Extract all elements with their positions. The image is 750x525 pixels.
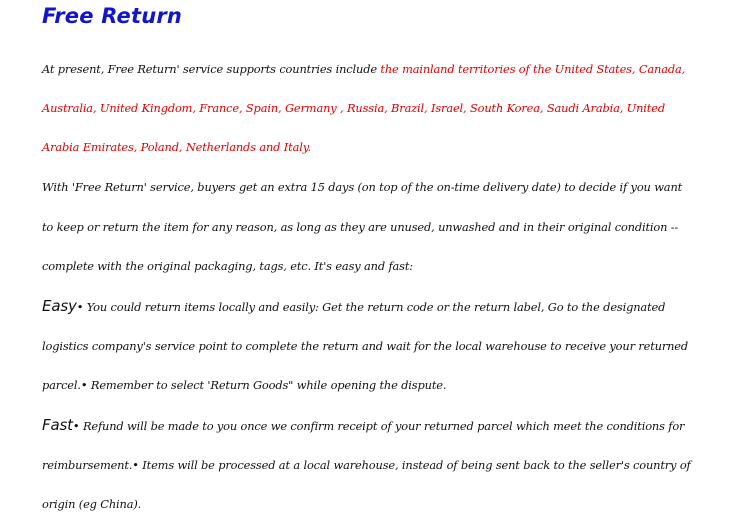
fast-line-2: reimbursement.• Items will be processed at a local warehouse, instead of being sent back to the seller's country of [42,458,691,472]
page-title: Free Return [42,4,183,28]
intro-text: At present, Free Return' service supports countries include [42,62,381,76]
fast-text-1: • Refund will be made to you once we confirm receipt of your returned parcel which meet the conditions for [72,419,685,433]
easy-line-2: logistics company's service point to complete the return and wait for the local warehouse to receive your returned [42,339,689,353]
easy-text-1: • You could return items locally and easily: Get the return code or the return label, Go to the designated [76,300,666,314]
fast-line-1 [42,415,742,436]
countries-text-1: the mainland territories of the United States, Canada, [380,62,686,76]
easy-line-3: parcel.• Remember to select 'Return Goods" while opening the dispute. [42,378,447,392]
easy-line-1 [42,296,742,317]
easy-label: Easy [42,297,77,315]
intro-line-1 [42,59,742,79]
service-line-2: to keep or return the item for any reason, as long as they are unused, unwashed and in their original condition -- [42,220,679,234]
countries-text-3: Arabia Emirates, Poland, Netherlands and Italy. [42,140,311,154]
fast-line-3: origin (eg China). [42,497,142,511]
fast-label: Fast [42,416,73,434]
service-line-3: complete with the original packaging, tags, etc. It's easy and fast: [42,259,413,273]
service-line-1: With 'Free Return' service, buyers get an extra 15 days (on top of the on-time delivery date) to decide if you want [42,180,683,194]
countries-text-2: Australia, United Kingdom, France, Spain, Germany , Russia, Brazil, Israel, South Korea, Saudi Arabia, United [42,101,665,115]
